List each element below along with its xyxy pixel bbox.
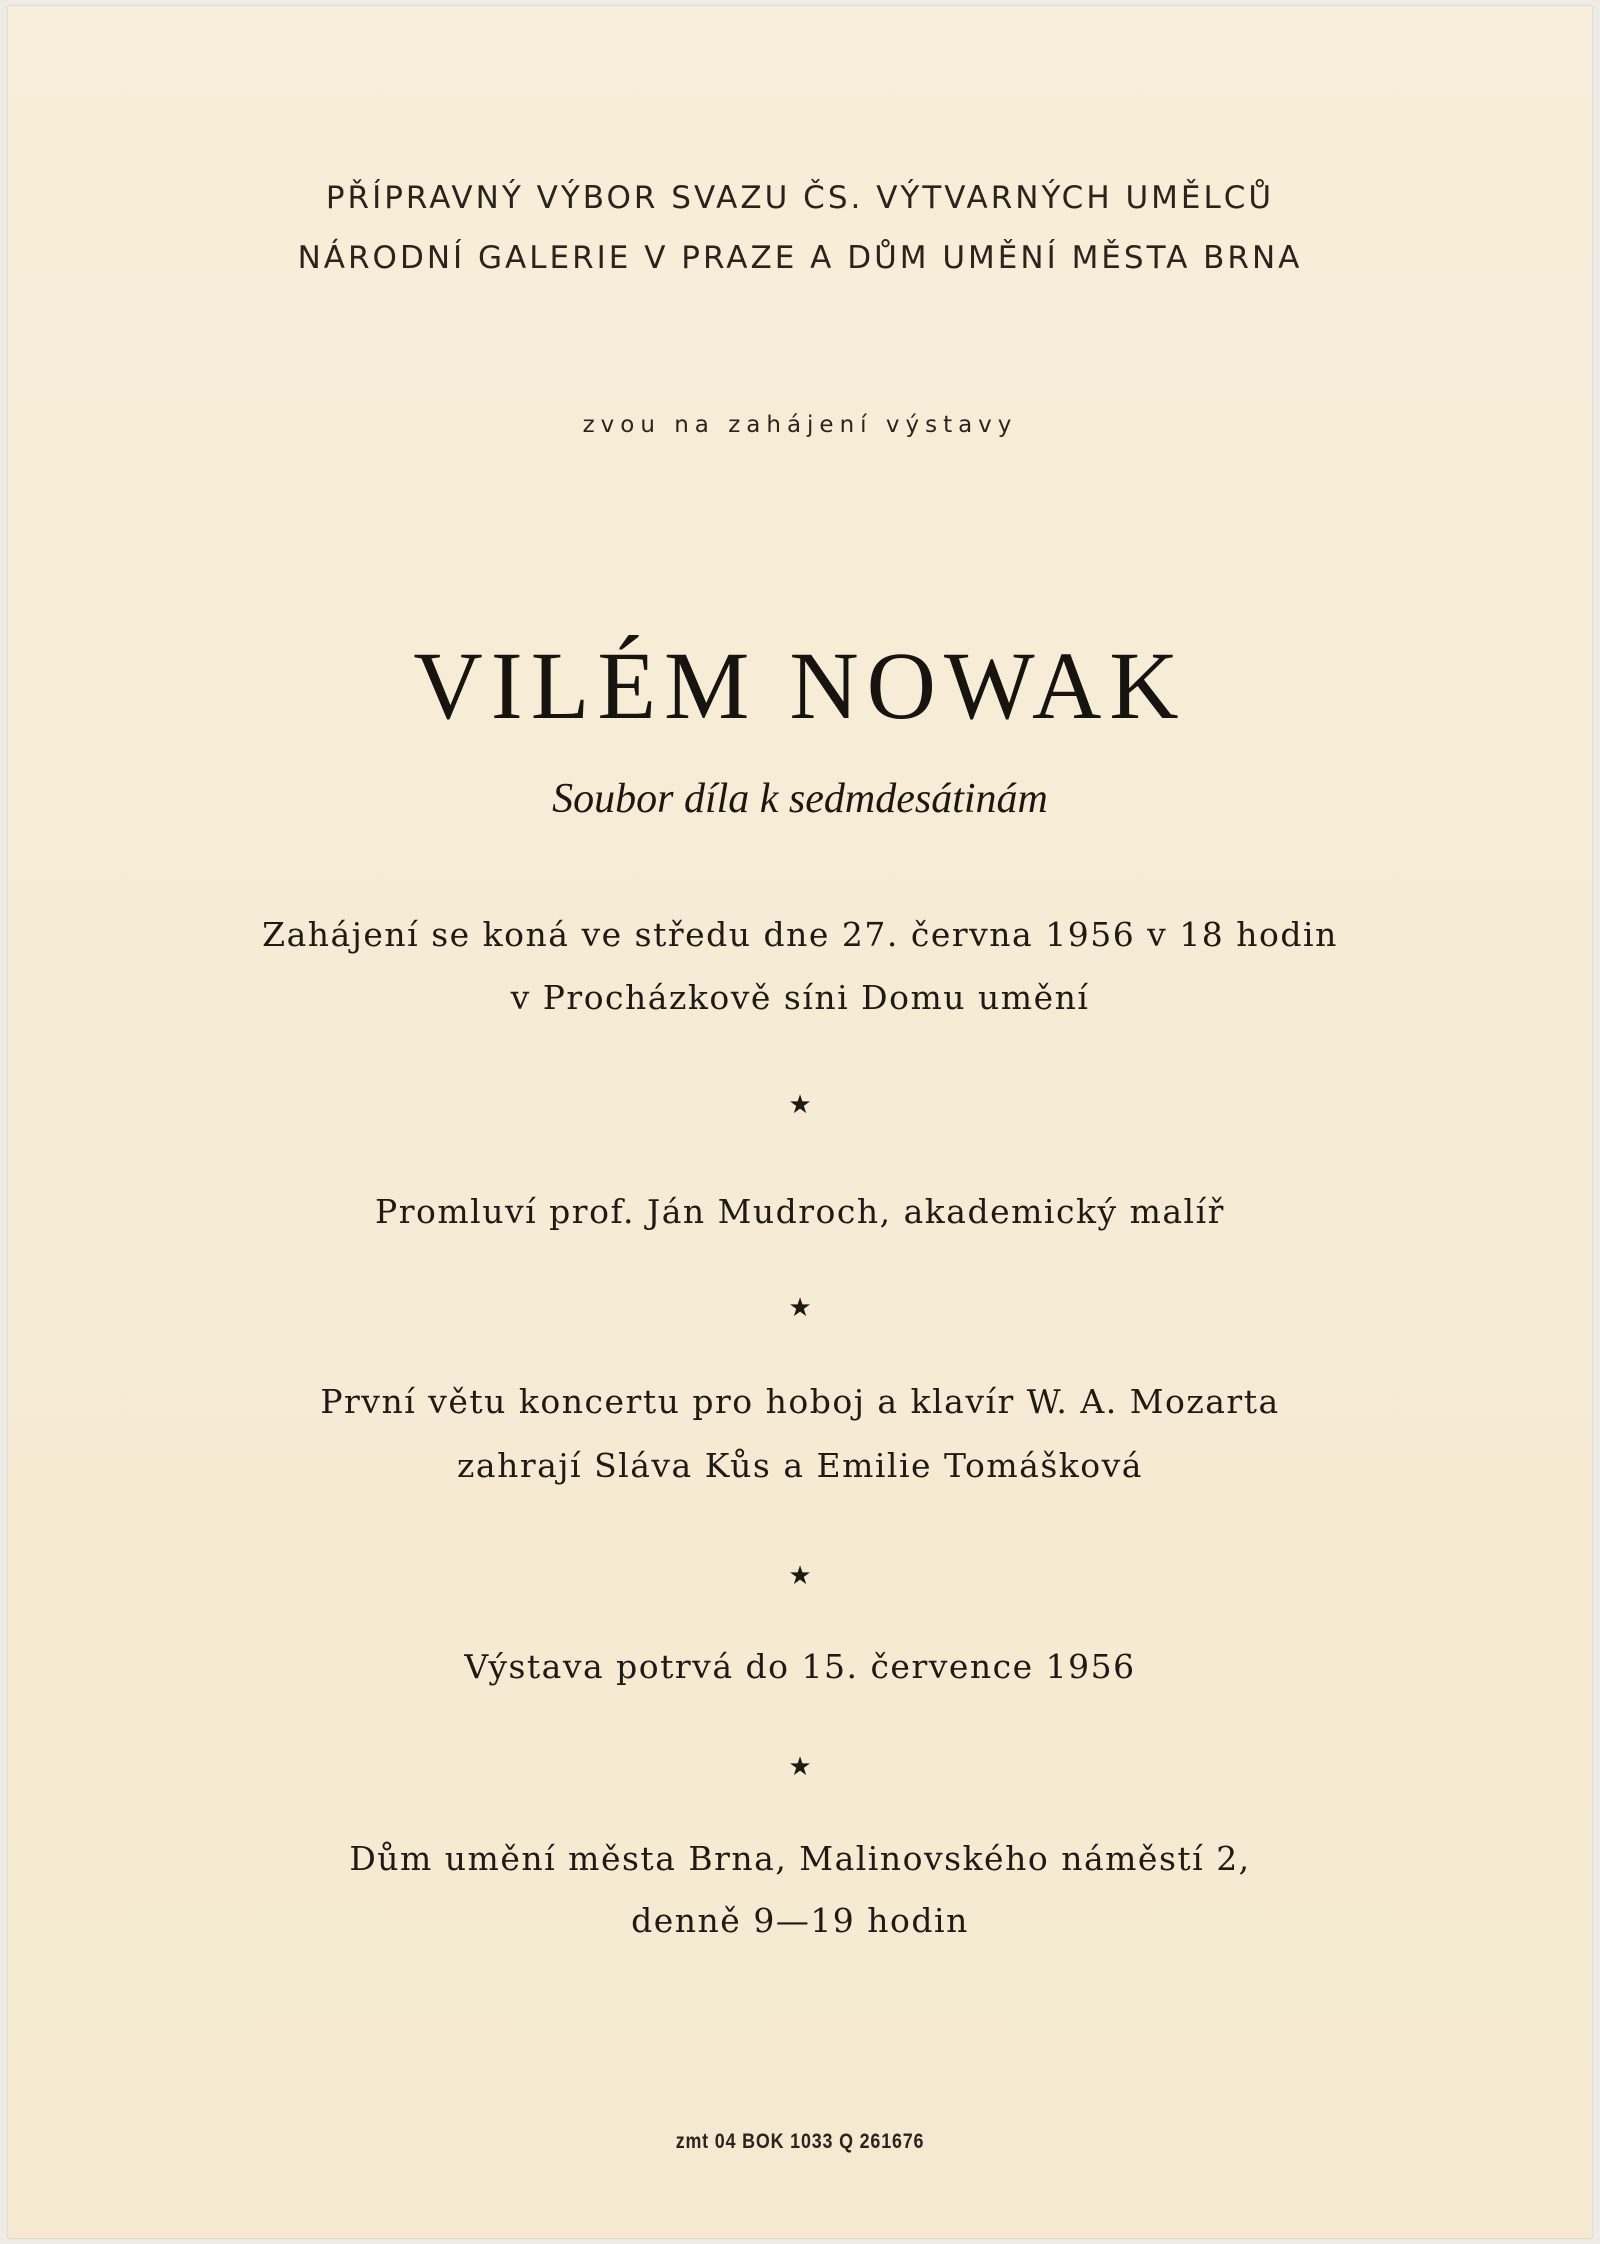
opening-line-2: v Procházkově síni Domu umění — [510, 978, 1090, 1017]
star-separator-4: ★ — [788, 1752, 812, 1782]
star-separator-3: ★ — [788, 1561, 812, 1591]
exhibition-title: VILÉM NOWAK — [413, 632, 1187, 739]
organizer-line-1: PŘÍPRAVNÝ VÝBOR SVAZU ČS. VÝTVARNÝCH UMĚLCŮ — [325, 180, 1275, 216]
exhibition-subtitle: Soubor díla k sedmdesátinám — [552, 776, 1048, 822]
address-line-2: denně 9—19 hodin — [631, 1901, 969, 1940]
concert-line-2: zahrají Sláva Kůs a Emilie Tomášková — [457, 1446, 1143, 1485]
print-code: zmt 04 BOK 1033 Q 261676 — [675, 2130, 925, 2153]
concert-line-1: První větu koncertu pro hoboj a klavír W. A. Mozarta — [320, 1382, 1280, 1421]
invite-text: zvou na zahájení výstavy — [582, 412, 1018, 438]
star-separator-2: ★ — [788, 1293, 812, 1323]
organizer-line-2: NÁRODNÍ GALERIE V PRAZE A DŮM UMĚNÍ MĚSTA BRNA — [297, 240, 1303, 276]
duration-line: Výstava potrvá do 15. července 1956 — [464, 1647, 1136, 1686]
address-line-1: Dům umění města Brna, Malinovského náměstí 2, — [349, 1839, 1251, 1878]
speaker-line: Promluví prof. Ján Mudroch, akademický malíř — [375, 1192, 1225, 1231]
opening-line-1: Zahájení se koná ve středu dne 27. června 1956 v 18 hodin — [262, 915, 1338, 954]
star-separator-1: ★ — [788, 1090, 812, 1120]
